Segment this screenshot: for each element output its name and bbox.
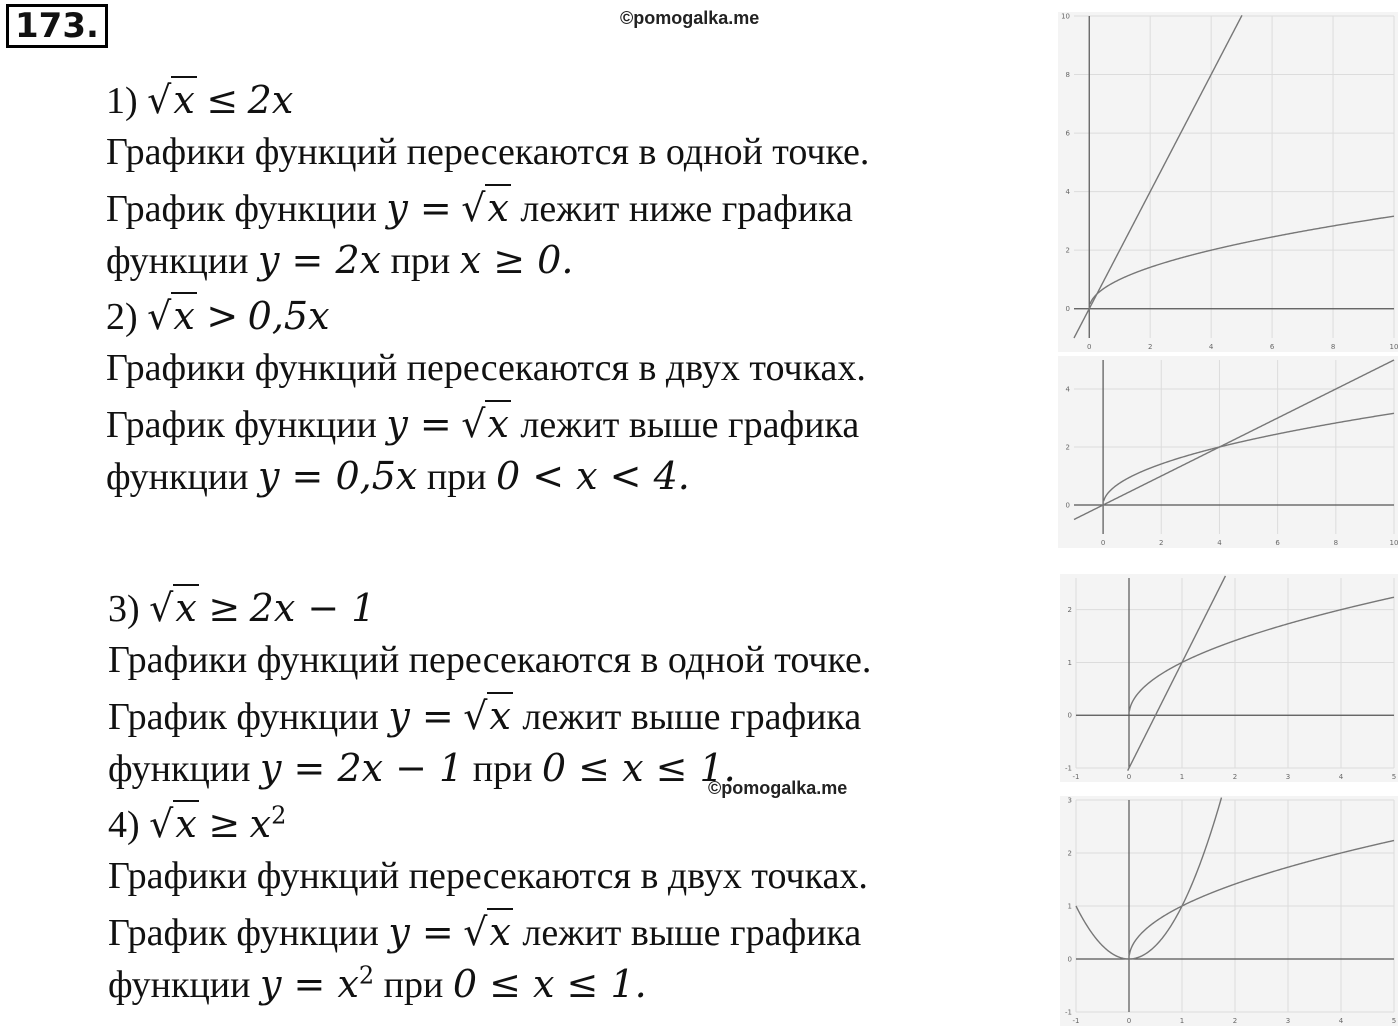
y-tick-label: 2 bbox=[1065, 443, 1070, 452]
part4-condition: функции $y = x^2$ при 0 ≤ x ≤ 1. bbox=[108, 961, 647, 1006]
sqrt-sign: √x bbox=[463, 910, 511, 954]
part1-position: График функции y = √x лежит ниже графика bbox=[106, 186, 853, 230]
x-tick-label: 0 bbox=[1126, 1017, 1132, 1025]
sqrt-sign: √x bbox=[147, 78, 195, 122]
x-tick-label: 5 bbox=[1391, 1017, 1397, 1025]
watermark-top: ©pomogalka.me bbox=[620, 8, 760, 28]
x-tick-label: 1 bbox=[1179, 773, 1185, 781]
x-tick-label: 4 bbox=[1208, 343, 1214, 351]
series-line bbox=[1090, 216, 1394, 304]
part3-intersect: Графики функций пересекаются в одной точке. bbox=[108, 639, 872, 681]
y-tick-label: 10 bbox=[1061, 12, 1070, 21]
part2-intersect: Графики функций пересекаются в двух точках. bbox=[106, 347, 866, 389]
y-tick-label: 1 bbox=[1067, 658, 1072, 667]
y-tick-label: 6 bbox=[1065, 129, 1070, 138]
y-tick-label: -1 bbox=[1065, 764, 1072, 773]
y-tick-label: 0 bbox=[1065, 501, 1070, 510]
x-tick-label: 2 bbox=[1232, 773, 1238, 781]
graph-4 bbox=[1060, 796, 1398, 1026]
graph-1 bbox=[1058, 12, 1398, 352]
y-tick-label: 8 bbox=[1065, 71, 1070, 80]
part1-condition: функции y = 2x при x ≥ 0. bbox=[106, 238, 574, 282]
x-tick-label: 2 bbox=[1232, 1017, 1238, 1025]
x-tick-label: 8 bbox=[1330, 343, 1336, 351]
part3-position: График функции y = √x лежит выше графика bbox=[108, 694, 862, 738]
y-tick-label: 2 bbox=[1065, 246, 1070, 255]
x-tick-label: 5 bbox=[1391, 773, 1397, 781]
sqrt-sign: √x bbox=[461, 402, 509, 446]
sqrt-sign: √x bbox=[463, 694, 511, 738]
x-tick-label: -1 bbox=[1072, 1017, 1080, 1025]
x-tick-label: 1 bbox=[1179, 1017, 1185, 1025]
y-tick-label: 0 bbox=[1067, 955, 1072, 964]
x-tick-label: 2 bbox=[1159, 539, 1164, 547]
part1-intersect: Графики функций пересекаются в одной точке. bbox=[106, 131, 870, 173]
part4-inequality: 4) $√x \ge x^2$ bbox=[108, 801, 287, 846]
series-line bbox=[1074, 360, 1394, 520]
y-tick-label: 0 bbox=[1067, 711, 1072, 720]
y-tick-label: 1 bbox=[1067, 902, 1072, 911]
x-tick-label: -1 bbox=[1072, 773, 1080, 781]
part4-position: График функции y = √x лежит выше графика bbox=[108, 910, 862, 954]
series-line bbox=[1104, 413, 1394, 501]
graph-2 bbox=[1058, 356, 1398, 548]
x-tick-label: 4 bbox=[1338, 773, 1344, 781]
x-tick-label: 4 bbox=[1217, 539, 1222, 547]
x-tick-label: 2 bbox=[1147, 343, 1153, 351]
graph-3 bbox=[1060, 574, 1398, 782]
part3-inequality: 3) √x ≥ 2x − 1 bbox=[108, 586, 376, 630]
sqrt-sign: √x bbox=[147, 294, 195, 338]
x-tick-label: 0 bbox=[1087, 343, 1092, 351]
sqrt-sign: √x bbox=[149, 802, 197, 846]
x-tick-label: 6 bbox=[1269, 343, 1275, 351]
sqrt-sign: √x bbox=[149, 586, 197, 630]
y-tick-label: 4 bbox=[1065, 385, 1070, 394]
part1-rhs: 2x bbox=[247, 78, 294, 122]
part3-condition: функции y = 2x − 1 при 0 ≤ x ≤ 1. bbox=[108, 746, 736, 790]
x-tick-label: 10 bbox=[1389, 343, 1398, 351]
x-tick-label: 10 bbox=[1389, 539, 1398, 547]
watermark-mid: ©pomogalka.me bbox=[708, 778, 848, 798]
series-line bbox=[1074, 15, 1242, 338]
part2-position: График функции y = √x лежит выше графика bbox=[106, 402, 860, 446]
problem-number: 173. bbox=[6, 4, 108, 48]
x-tick-label: 0 bbox=[1126, 773, 1132, 781]
part4-intersect: Графики функций пересекаются в двух точках. bbox=[108, 855, 868, 897]
series-line bbox=[1129, 840, 1394, 955]
x-tick-label: 8 bbox=[1333, 539, 1339, 547]
part2-inequality: 2) √x > 0,5x bbox=[106, 294, 330, 338]
series-line bbox=[1128, 576, 1226, 771]
part2-condition: функции y = 0,5x при 0 < x < 4. bbox=[106, 454, 690, 498]
part1-relation: ≤ bbox=[206, 78, 239, 122]
part1-inequality bbox=[106, 78, 293, 123]
y-tick-label: 2 bbox=[1067, 606, 1072, 615]
y-tick-label: 4 bbox=[1065, 188, 1070, 197]
y-tick-label: 3 bbox=[1067, 796, 1072, 805]
series-line bbox=[1129, 597, 1394, 711]
y-tick-label: 0 bbox=[1065, 305, 1070, 314]
sqrt-sign: √x bbox=[461, 186, 509, 230]
x-tick-label: 0 bbox=[1100, 539, 1106, 547]
x-tick-label: 6 bbox=[1275, 539, 1280, 547]
x-tick-label: 3 bbox=[1285, 1017, 1291, 1025]
y-tick-label: 2 bbox=[1067, 849, 1072, 858]
series-line bbox=[1076, 798, 1221, 959]
x-tick-label: 4 bbox=[1338, 1017, 1344, 1025]
y-tick-label: -1 bbox=[1065, 1008, 1072, 1017]
part1-label: 1) bbox=[106, 80, 138, 122]
x-tick-label: 3 bbox=[1285, 773, 1291, 781]
